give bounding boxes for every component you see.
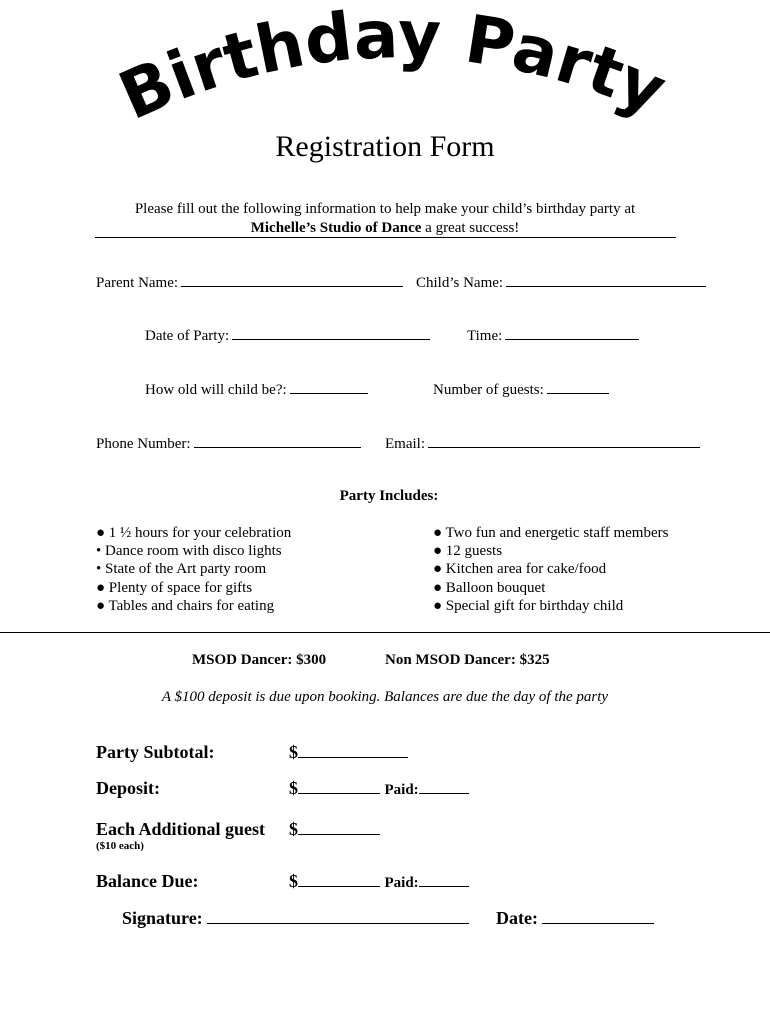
intro-line-1: Please fill out the following information to help make your child’s birthday party at [134, 201, 636, 217]
balance-due-field[interactable] [289, 871, 469, 892]
list-item: ● Special gift for birthday child [433, 597, 624, 614]
signature-label: Signature: [122, 908, 203, 928]
additional-guest-input[interactable] [298, 820, 380, 835]
balance-paid-input[interactable] [419, 875, 469, 887]
parent-name-field[interactable] [96, 274, 403, 292]
party-includes-heading: Party Includes: [339, 488, 439, 504]
paid-label: Paid: [384, 875, 419, 891]
date-of-party-field[interactable] [145, 327, 430, 345]
dollar-sign: $ [289, 871, 298, 891]
title-text: Birthday Party [108, 0, 677, 135]
child-name-field[interactable] [416, 274, 706, 292]
list-item: ● 1 ½ hours for your celebration [96, 525, 292, 541]
subtotal-field[interactable] [289, 742, 408, 763]
subtotal-input[interactable] [298, 743, 408, 758]
date-of-party-label: Date of Party: [145, 328, 230, 344]
list-item: ● Kitchen area for cake/food [433, 561, 607, 578]
deposit-field[interactable] [289, 778, 469, 799]
paid-label: Paid: [384, 782, 419, 798]
subtotal-label: Party Subtotal: [96, 742, 215, 762]
parent-name-label: Parent Name: [96, 275, 179, 291]
list-item: ● Tables and chairs for eating [96, 597, 275, 614]
additional-guest-field[interactable] [289, 819, 380, 840]
date-of-party-input[interactable] [232, 327, 430, 340]
page-title: Registration Form [275, 130, 495, 163]
phone-field[interactable] [96, 435, 361, 453]
list-item: ● Balloon bouquet [433, 579, 546, 596]
date-input[interactable] [542, 909, 654, 924]
time-field[interactable] [467, 327, 639, 345]
signature-input[interactable] [207, 909, 469, 924]
deposit-input[interactable] [298, 779, 380, 794]
email-field[interactable] [385, 435, 700, 453]
email-input[interactable] [428, 435, 700, 448]
phone-input[interactable] [194, 435, 361, 448]
child-age-field[interactable] [145, 381, 368, 399]
num-guests-label: Number of guests: [433, 382, 544, 398]
child-name-label: Child’s Name: [416, 275, 504, 291]
child-age-input[interactable] [290, 381, 368, 394]
balance-due-input[interactable] [298, 872, 380, 887]
studio-name: Michelle’s Studio of Dance [250, 220, 422, 236]
date-field[interactable] [496, 908, 654, 929]
dollar-sign: $ [289, 819, 298, 839]
list-item: • Dance room with disco lights [96, 543, 282, 560]
section-divider [0, 632, 770, 633]
list-item: ● Plenty of space for gifts [96, 579, 253, 596]
dollar-sign: $ [289, 742, 298, 762]
signature-field[interactable] [122, 908, 469, 929]
phone-label: Phone Number: [96, 436, 191, 452]
includes-list-right [433, 524, 668, 615]
msod-price: MSOD Dancer: $300 [192, 652, 327, 668]
email-label: Email: [385, 436, 425, 452]
time-label: Time: [467, 328, 503, 344]
list-item: ● Two fun and energetic staff members [433, 525, 669, 541]
parent-name-input[interactable] [181, 274, 403, 287]
deposit-label: Deposit: [96, 778, 160, 798]
date-label: Date: [496, 908, 538, 928]
list-item: ● 12 guests [433, 543, 503, 560]
intro-line-2: a great success! [421, 220, 520, 236]
includes-list-left [96, 524, 291, 615]
dollar-sign: $ [289, 778, 298, 798]
time-input[interactable] [505, 327, 639, 340]
intro-divider [95, 237, 676, 238]
additional-guest-note: ($10 each) [96, 840, 144, 852]
non-msod-price: Non MSOD Dancer: $325 [385, 652, 550, 668]
intro-text [95, 200, 675, 238]
deposit-note: A $100 deposit is due upon booking. Balances are due the day of the party [161, 689, 609, 705]
child-age-label: How old will child be?: [145, 382, 287, 398]
num-guests-field[interactable] [433, 381, 609, 399]
deposit-paid-input[interactable] [419, 782, 469, 794]
birthday-party-title [0, 0, 770, 150]
additional-guest-label: Each Additional guest [96, 819, 266, 839]
num-guests-input[interactable] [547, 381, 609, 394]
balance-due-label: Balance Due: [96, 871, 199, 891]
child-name-input[interactable] [506, 274, 706, 287]
list-item: • State of the Art party room [96, 561, 267, 578]
